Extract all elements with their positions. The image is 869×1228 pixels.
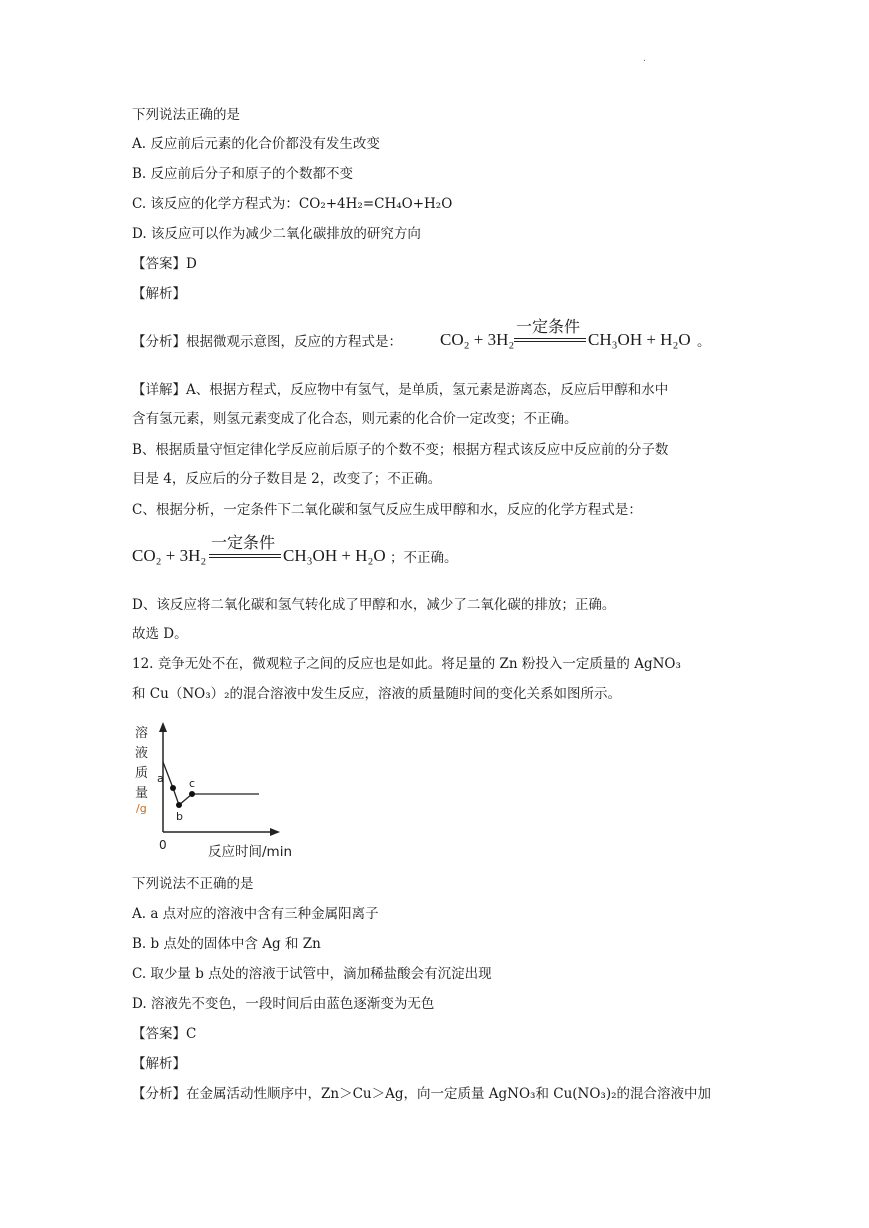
q12-stem-2: 下列说法不正确的是: [132, 876, 254, 892]
equation-1-condition: 一定条件: [516, 317, 581, 336]
y-label-unit: /g: [136, 802, 147, 815]
q12-analysis: 【分析】在金属活动性顺序中，Zn＞Cu＞Ag，向一定质量 AgNO₃和 Cu(NO₃)₂的混合溶液中加: [132, 1086, 712, 1102]
q12-option-a: A. a 点对应的溶液中含有三种金属阳离子: [132, 906, 379, 922]
q11-answer: 【答案】D: [132, 256, 197, 272]
q11-option-d: D. 该反应可以作为减少二氧化碳排放的研究方向: [132, 226, 421, 242]
detail-line-2: 含有氢元素，则氢元素变成了化合态，则元素的化合价一定改变；不正确。: [132, 411, 578, 427]
q12-option-d: D. 溶液先不变色，一段时间后由蓝色逐渐变为无色: [132, 996, 435, 1012]
detail-line-3: B、根据质量守恒定律化学反应前后原子的个数不变；根据方程式该反应中反应前的分子数: [132, 442, 669, 458]
point-a-marker: [170, 785, 176, 791]
q12-jiexi: 【解析】: [132, 1056, 186, 1072]
q12-option-c: C. 取少量 b 点处的溶液于试管中，滴加稀盐酸会有沉淀出现: [132, 966, 492, 982]
x-axis-label: 反应时间/min: [208, 844, 293, 860]
equation-1-lhs: CO₂ + 3H₂: [440, 330, 515, 349]
q12-stem-line-2: 和 Cu（NO₃）₂的混合溶液中发生反应，溶液的质量随时间的变化关系如图所示。: [132, 686, 622, 702]
q11-option-b: B. 反应前后分子和原子的个数都不变: [132, 166, 354, 182]
equation-1-rhs: CH₃OH + H₂O: [588, 330, 691, 349]
point-c-marker: [189, 791, 195, 797]
page-dot: .: [643, 54, 646, 64]
point-b-marker: [176, 802, 182, 808]
equation-1-end: 。: [697, 334, 711, 350]
equation-2-rhs: CH₃OH + H₂O: [283, 546, 386, 565]
equation-2-condition: 一定条件: [211, 533, 276, 552]
mass-curve: [163, 762, 259, 805]
point-b-label: b: [176, 810, 183, 823]
equation-2-end: ；不正确。: [390, 550, 458, 566]
y-label-char-2: 液: [135, 746, 149, 761]
y-label-char-4: 量: [135, 786, 149, 801]
origin-label: 0: [159, 838, 167, 852]
q12-stem-line-1: 12. 竞争无处不在，微观粒子之间的反应也是如此。将足量的 Zn 粉投入一定质量的 AgNO₃: [132, 656, 681, 672]
q11-option-c: C. 该反应的化学方程式为：CO₂+4H₂=CH₄O+H₂O: [132, 196, 453, 212]
detail-line-5: C、根据分析，一定条件下二氧化碳和氢气反应生成甲醇和水，反应的化学方程式是：: [132, 502, 642, 518]
q12-option-b: B. b 点处的固体中含 Ag 和 Zn: [132, 936, 321, 952]
conclusion: 故选 D。: [132, 626, 188, 642]
q11-analysis: 【分析】根据微观示意图，反应的方程式是：: [132, 334, 402, 350]
point-c-label: c: [189, 777, 196, 790]
detail-d: D、该反应将二氧化碳和氢气转化成了甲醇和水，减少了二氧化碳的排放；正确。: [132, 597, 616, 613]
equation-2-lhs: CO₂ + 3H₂: [132, 546, 207, 565]
q11-jiexi: 【解析】: [132, 286, 186, 302]
detail-line-1: 【详解】A、根据方程式，反应物中有氢气，是单质，氢元素是游离态，反应后甲醇和水中: [132, 382, 669, 398]
y-label-char-1: 溶: [135, 726, 149, 741]
y-label-char-3: 质: [135, 766, 149, 781]
q11-option-a: A. 反应前后元素的化合价都没有发生改变: [132, 136, 380, 152]
q11-stem: 下列说法正确的是: [132, 107, 240, 123]
x-axis-arrow-icon: [270, 828, 280, 836]
detail-line-4: 目是 4，反应后的分子数目是 2，改变了；不正确。: [132, 471, 442, 487]
q12-answer: 【答案】C: [132, 1026, 197, 1042]
y-axis-arrow-icon: [159, 722, 167, 732]
point-a-label: a: [157, 772, 164, 785]
